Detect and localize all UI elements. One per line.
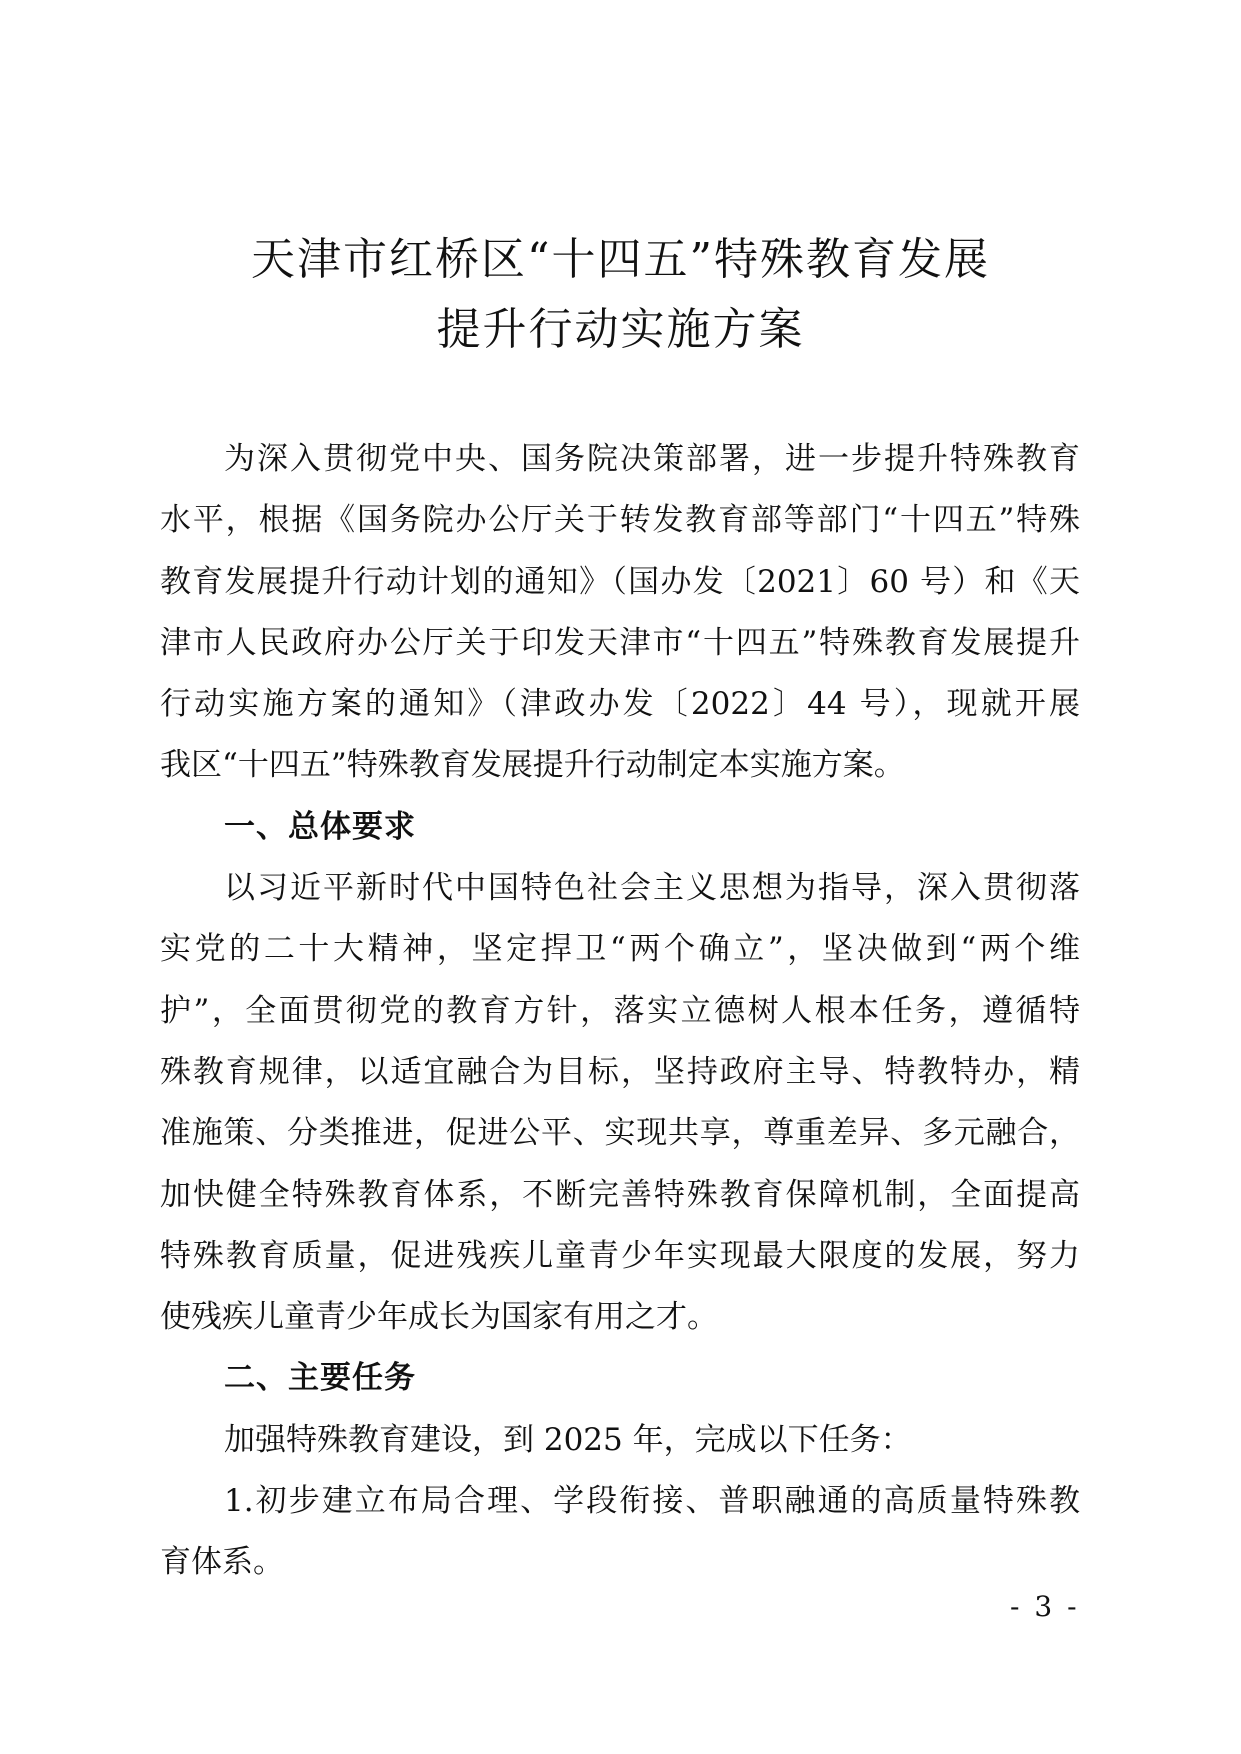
- document-title-line-1: 天津市红桥区“十四五”特殊教育发展: [251, 234, 990, 285]
- intro-line: 为深入贯彻党中央、国务院决策部署，进一步提升特殊教育: [224, 441, 1080, 477]
- section1-line: 以习近平新时代中国特色社会主义思想为指导，深入贯彻落: [224, 870, 1080, 907]
- section1-line: 加快健全特殊教育体系，不断完善特殊教育保障机制，全面提高: [160, 1176, 1080, 1213]
- intro-line: 津市人民政府办公厅关于印发天津市“十四五”特殊教育发展提升: [160, 624, 1080, 661]
- intro-line: 教育发展提升行动计划的通知》（国办发〔2021〕60 号）和《天: [160, 563, 1080, 600]
- page-number: - 3 -: [1010, 1590, 1080, 1623]
- section1-line: 护”，全面贯彻党的教育方针，落实立德树人根本任务，遵循特: [160, 992, 1080, 1029]
- intro-line: 行动实施方案的通知》（津政办发〔2022〕44 号），现就开展: [160, 686, 1080, 723]
- document-title-line-2: 提升行动实施方案: [436, 304, 805, 355]
- section-heading-general-requirements: 一、总体要求: [224, 808, 416, 845]
- section1-line: 特殊教育质量，促进残疾儿童青少年实现最大限度的发展，努力: [160, 1237, 1080, 1274]
- section2-line: 加强特殊教育建设，到 2025 年，完成以下任务：: [224, 1421, 912, 1458]
- section-heading-main-tasks: 二、主要任务: [224, 1360, 416, 1397]
- section1-line: 实党的二十大精神，坚定捍卫“两个确立”，坚决做到“两个维: [160, 931, 1080, 968]
- document-body: [160, 429, 1080, 1594]
- section1-line: 准施策、分类推进，促进公平、实现共享，尊重差异、多元融合，: [160, 1115, 1080, 1152]
- section1-line: 殊教育规律，以适宜融合为目标，坚持政府主导、特教特办，精: [160, 1053, 1080, 1090]
- intro-line: 我区“十四五”特殊教育发展提升行动制定本实施方案。: [160, 747, 905, 784]
- section2-line: 1.初步建立布局合理、学段衔接、普职融通的高质量特殊教: [224, 1483, 1080, 1520]
- intro-line: 水平，根据《国务院办公厅关于转发教育部等部门“十四五”特殊: [160, 502, 1080, 539]
- section2-line: 育体系。: [160, 1544, 284, 1581]
- section1-line: 使残疾儿童青少年成长为国家有用之才。: [160, 1299, 718, 1336]
